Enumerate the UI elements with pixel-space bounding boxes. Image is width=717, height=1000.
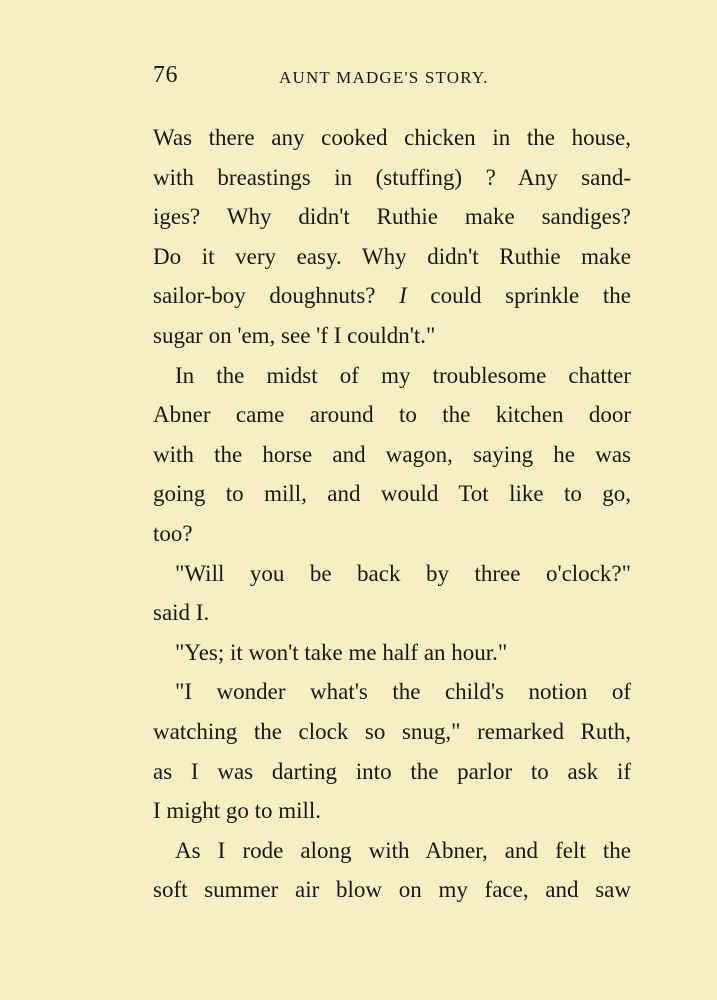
text-line: as I was darting into the parlor to ask if <box>153 758 631 784</box>
text-line: said I. <box>153 600 210 626</box>
text-line: watching the clock so snug," remarked Ruth, <box>153 718 631 744</box>
text-line: Was there any cooked chicken in the house, <box>153 125 631 150</box>
text-line: In the midst of my troublesome chatter <box>175 362 631 388</box>
text-line: Abner came around to the kitchen door <box>153 402 631 428</box>
text-line: with breastings in (stuffing) ? Any sand- <box>153 164 631 190</box>
body-text <box>153 118 631 910</box>
text-line: soft summer air blow on my face, and saw <box>153 877 631 903</box>
text-line: sugar on 'em, see 'f I couldn't." <box>153 322 436 348</box>
text-line: too? <box>153 520 193 546</box>
emphasized-word: I <box>399 283 407 309</box>
text-line: "I wonder what's the child's notion of <box>175 679 631 705</box>
text-line: going to mill, and would Tot like to go, <box>153 481 631 507</box>
text-line: As I rode along with Abner, and felt the <box>175 837 631 863</box>
text-line: iges? Why didn't Ruthie make sandiges? <box>153 204 631 230</box>
text-line: sailor-boy doughnuts? I could sprinkle the <box>153 283 631 309</box>
text-line: "Will you be back by three o'clock?" <box>175 560 631 586</box>
text-line: with the horse and wagon, saying he was <box>153 441 631 467</box>
text-line: "Yes; it won't take me half an hour." <box>175 639 508 665</box>
page-header <box>153 60 631 94</box>
text-line: Do it very easy. Why didn't Ruthie make <box>153 243 631 269</box>
text-line: I might go to mill. <box>153 798 322 824</box>
running-head: AUNT MADGE'S STORY. <box>279 68 489 87</box>
page-number: 76 <box>153 62 178 88</box>
